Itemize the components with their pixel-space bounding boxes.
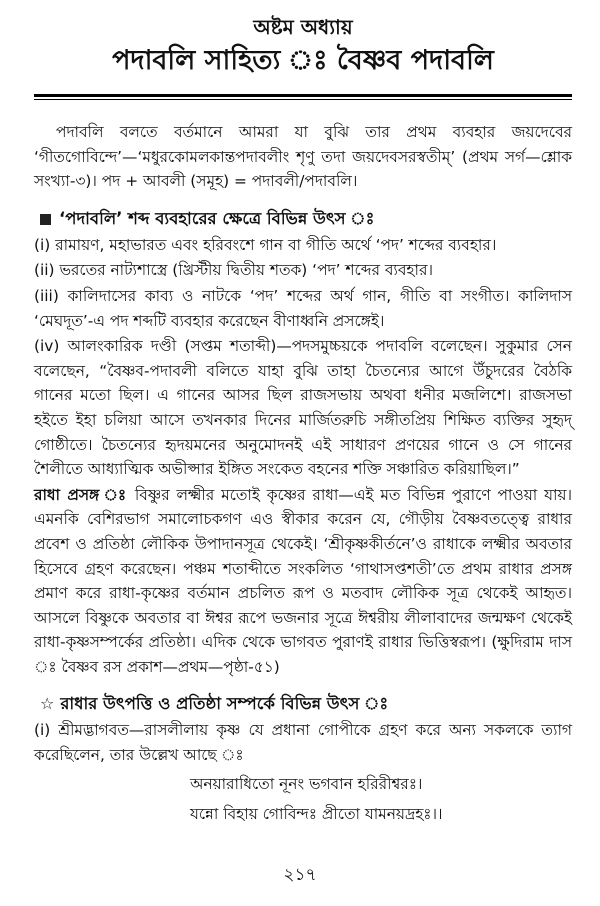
list-item: (i) রামায়ণ, মহাভারত এবং হরিবংশে গান বা গীতি অর্থে ‘পদ’ শব্দের ব্যবহার। — [34, 235, 497, 254]
title-divider — [34, 94, 572, 100]
section-heading-text: ‘পদাবলি’ শব্দ ব্যবহারের ক্ষেত্রে বিভিন্ন উৎস ঃ — [59, 208, 375, 228]
square-bullet-icon — [40, 214, 51, 225]
page-number: ২১৭ — [283, 865, 317, 885]
verse-line: যন্নো বিহায় গোবিন্দঃ প্রীতো যামনয়দ্রহঃ।। — [190, 804, 443, 823]
radha-paragraph — [34, 483, 572, 680]
list-item: (iii) কালিদাসের কাব্য ও নাটকে ‘পদ’ শব্দের অর্থ গান, গীতি বা সংগীত। কালিদাস ‘মেঘদূত’-এ পদ শব্দটি ব্যবহার করেছেন বীণাধ্বনি প্রসঙ্গেই। — [34, 286, 572, 330]
section-heading-origin — [34, 691, 572, 717]
section-heading-text: রাধার উৎপত্তি ও প্রতিষ্ঠা সম্পর্কে বিভিন্ন উৎস ঃ — [60, 694, 389, 714]
verse-line: অনয়ারাধিতো নূনং ভগবান হরিরীশ্বরঃ। — [190, 774, 423, 793]
radha-text: বিষ্ণুর লক্ষ্মীর মতোই কৃষ্ণের রাধা—এই মত বিভিন্ন পুরাণে পাওয়া যায়। এমনকি বেশিরভাগ সমালোচকগণ এও স্বীকার করেন যে, গৌড়ীয় বৈষ্ণবতত্ত্বে রাধার প্রবেশ ও প্রতিষ্ঠা লৌকিক উপাদানসূত্র থেকেই। ‘শ্রীকৃষ্ণকীর্তনে’ও রাধাকে লক্ষ্মীর অবতার হিসেবে গ্রহণ করেছেন। পঞ্চম শতাব্দীতে সংকলিত ‘গাথাসপ্তশতী’তে প্রথম রাধার প্রসঙ্গ প্রমাণ করে রাধা-কৃষ্ণের বর্তমান প্রচলিত রূপ ও মতবাদ লৌকিক সূত্র থেকেই আহৃত। আসলে বিষ্ণুকে অবতার বা ঈশ্বর রূপে ভজনার সূত্রে ঈশ্বরীয় লীলাবাদের জন্মক্ষণ থেকেই রাধা-কৃষ্ণসম্পর্কের প্রতিষ্ঠা। এদিক থেকে ভাগবত পুরাণই রাধার ভিত্তিস্বরূপ। (ক্ষুদিরাম দাস ঃ বৈষ্ণব রস প্রকাশ—প্রথম—পৃষ্ঠা-৫১) — [34, 485, 572, 676]
chapter-label: অষ্টম অধ্যায় — [253, 15, 353, 39]
list-item: (ii) ভরতের নাট্যশাস্ত্রে (খ্রিস্টীয় দ্বিতীয় শতক) ‘পদ’ শব্দের ব্যবহার। — [34, 261, 433, 280]
intro-paragraph: পদাবলি বলতে বর্তমানে আমরা যা বুঝি তার প্রথম ব্যবহার জয়দেবের ‘গীতগোবিন্দে’—‘মধুরকোমলকান্তপদাবলীং শৃণু তদা জয়দেবসরস্বতীম্’ (প্রথম সর্গ—শ্লোক সংখ্যা-৩)। পদ + আবলী (সমূহ) = পদাবলী/পদাবলি। — [34, 123, 572, 191]
section-heading-sources — [34, 206, 572, 232]
list-item: (i) শ্রীমদ্ভাগবত—রাসলীলায় কৃষ্ণ যে প্রধানা গোপীকে গ্রহণ করে অন্য সকলকে ত্যাগ করেছিলেন, তার উল্লেখ আছে ঃ — [34, 721, 572, 765]
star-bullet-icon: ☆ — [40, 694, 55, 714]
page-title: পদাবলি সাহিত্য ঃ বৈষ্ণব পদাবলি — [112, 45, 494, 76]
list-item: (iv) আলংকারিক দণ্ডী (সপ্তম শতাব্দী)—পদসমুচ্চয়কে পদাবলি বলেছেন। সুকুমার সেন বলেছেন, “বৈষ্ণব-পদাবলী বলিতে যাহা বুঝি তাহা চৈতন্যের আগে উঁচুদরের বৈঠকি গানের মতো ছিল। এ গানের আসর ছিল রাজসভায় অথবা ধনীর মজলিশে। রাজসভা হইতে ইহা চলিয়া আসে তখনকার দিনের মার্জিতরুচি সঙ্গীতপ্রিয় শিক্ষিত ব্যক্তির সুহৃদ্ গোষ্ঠীতে। চৈতন্যের হৃদয়মনের অনুমোদনই এই সাধারণ প্রণয়ের গানে ও সে গানের শৈলীতে আধ্যাত্মিক অভীপ্সার ইঙ্গিত সংকেত বহনের শক্তি সঞ্চারিত করিয়াছিল।” — [34, 337, 572, 479]
page-body — [34, 120, 572, 828]
radha-label: রাধা প্রসঙ্গ ঃ — [34, 485, 129, 504]
